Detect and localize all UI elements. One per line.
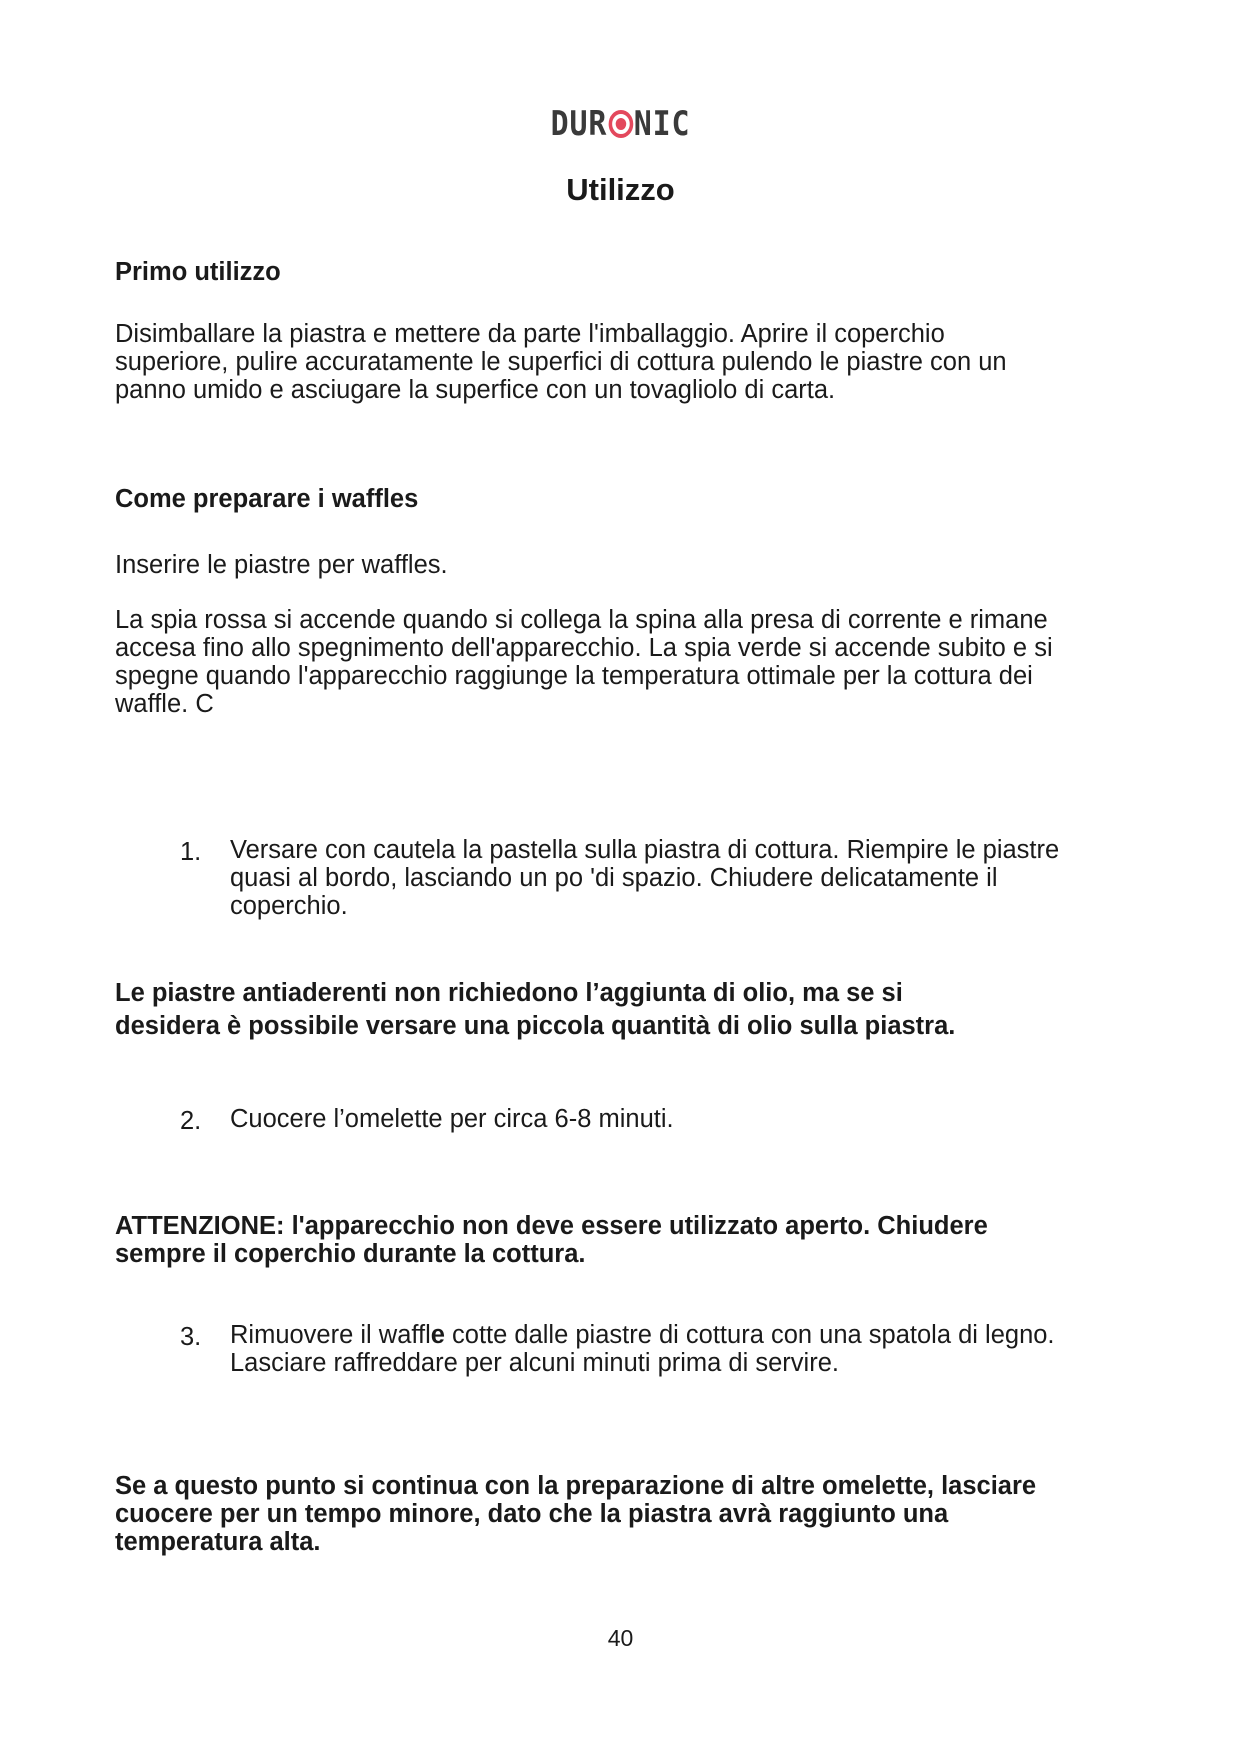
page-number: 40	[607, 1625, 634, 1651]
list-item-step-2	[180, 1105, 1060, 1133]
warning-text: ATTENZIONE: l'apparecchio non deve essere utilizzato aperto. Chiudere sempre il coperchio durante la cottura.	[115, 1212, 988, 1268]
list-text	[230, 1321, 1060, 1377]
heading-how-to: Come preparare i waffles	[115, 485, 419, 513]
list-text-bold-letter: e	[430, 1321, 445, 1349]
note-oil-line-2: desidera è possibile versare una piccola quantità di olio sulla piastra.	[115, 1012, 956, 1040]
power-icon	[608, 110, 633, 138]
list-text-part: cotte dalle piastre di cottura con una spatola di legno. Lasciare raffreddare per alcuni minuti prima di servire.	[230, 1321, 1055, 1377]
logo-text-right: NIC	[633, 104, 691, 144]
list-text-part: Rimuovere il waffl	[230, 1321, 431, 1349]
list-text: Cuocere l’omelette per circa 6-8 minuti.	[230, 1105, 674, 1133]
note-oil	[115, 977, 1075, 1043]
page-title: Utilizzo	[566, 172, 675, 207]
heading-first-use: Primo utilizzo	[115, 258, 281, 286]
duronic-logo	[74, 104, 1166, 144]
logo-text-left: DUR	[550, 104, 608, 144]
paragraph-first-use: Disimballare la piastra e mettere da parte l'imballaggio. Aprire il coperchio superiore, pulire accuratamente le superfici di cottura pulendo le piastre con un panno umido e asciugare la superfice con un tovagliolo di carta.	[115, 320, 1007, 404]
note-oil-line-1: Le piastre antiaderenti non richiedono l’aggiunta di olio, ma se si	[115, 979, 903, 1007]
list-text: Versare con cautela la pastella sulla piastra di cottura. Riempire le piastre quasi al bordo, lasciando un po 'di spazio. Chiudere delicatamente il coperchio.	[230, 836, 1060, 920]
paragraph-indicator-lights: La spia rossa si accende quando si collega la spina alla presa di corrente e rimane accesa fino allo spegnimento dell'apparecchio. La spia verde si accende subito e si spegne quando l'apparecchio raggiunge la temperatura ottimale per la cottura dei waffle. C	[115, 606, 1053, 718]
list-number: 1.	[180, 838, 202, 866]
list-item-step-1	[180, 836, 1060, 920]
final-note: Se a questo punto si continua con la preparazione di altre omelette, lasciare cuocere per un tempo minore, dato che la piastra avrà raggiunto una temperatura alta.	[115, 1472, 1037, 1556]
list-item-step-3	[180, 1321, 1060, 1377]
list-number: 2.	[180, 1107, 202, 1135]
paragraph-insert-plates: Inserire le piastre per waffles.	[115, 551, 448, 579]
list-number: 3.	[180, 1323, 202, 1351]
